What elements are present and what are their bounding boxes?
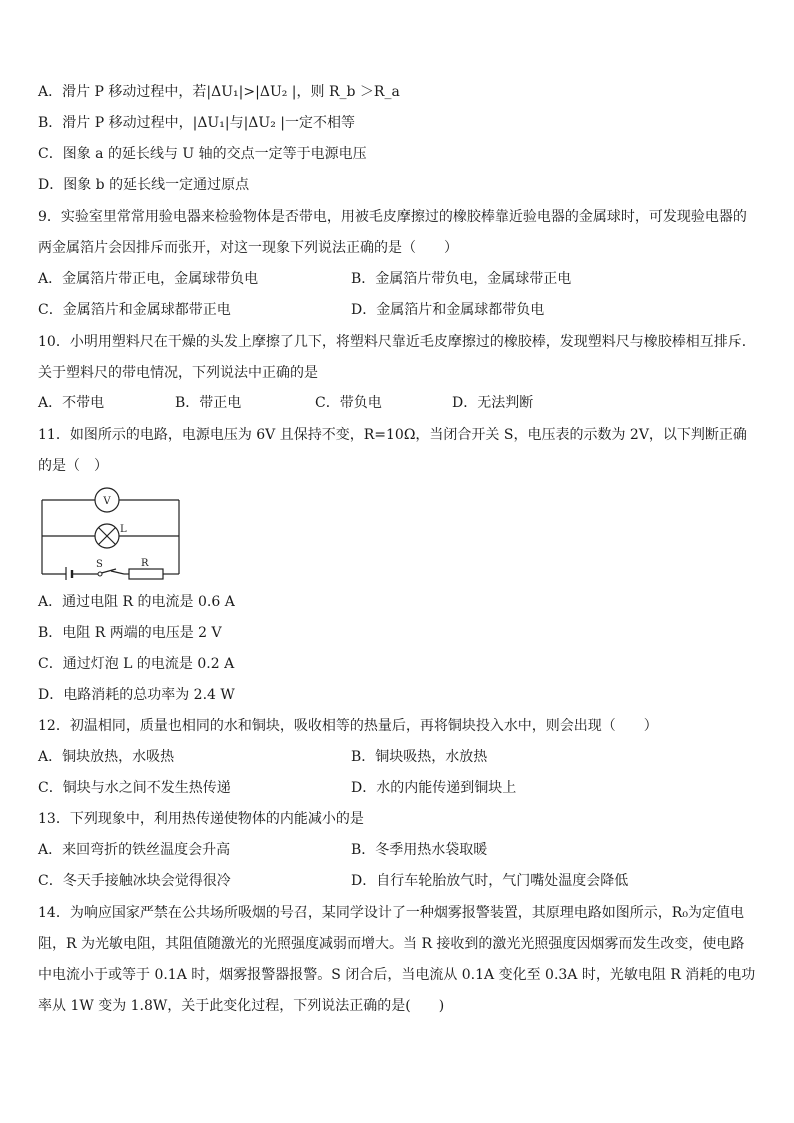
battery-symbol [66,567,72,580]
q9-stem: 9．实验室里常常用验电器来检验物体是否带电，用被毛皮摩擦过的橡胶棒靠近验电器的金属球时，可发现验电器的两金属箔片会因排斥而张开，对这一现象下列说法正确的是（ ） [38,209,747,256]
q12-options-row-2 [38,778,517,798]
q12-option-d: D．水的内能传递到铜块上 [351,780,517,796]
lamp-symbol [95,524,119,548]
voltmeter-label: V [103,496,111,507]
q13-option-c: C．冬天手接触冰块会觉得很冷 [38,873,231,889]
q9-option-b: B．金属箔片带负电，金属球带正电 [351,271,572,287]
q8-option-c: C．图象 a 的延长线与 U 轴的交点一定等于电源电压 [38,146,367,162]
q9-options-row-1 [38,269,572,289]
q11-stem: 11．如图所示的电路，电源电压为 6V 且保持不变，R=10Ω，当闭合开关 S，电压表的示数为 2V，以下判断正确的是（ ） [38,427,747,474]
switch-symbol [98,569,116,576]
q9-options-row-2 [38,300,545,320]
q13-stem: 13．下列现象中，利用热传递使物体的内能减小的是 [38,811,364,827]
q13-options-row-2 [38,871,629,891]
q9-option-d: D．金属箔片和金属球都带负电 [351,302,545,318]
q12-stem: 12．初温相同，质量也相同的水和铜块，吸收相等的热量后，再将铜块投入水中，则会出现（ ） [38,718,658,734]
q13-option-a: A．来回弯折的铁丝温度会升高 [38,842,231,858]
q13-option-d: D．自行车轮胎放气时，气门嘴处温度会降低 [351,873,629,889]
q12-option-a: A．铜块放热，水吸热 [38,749,175,765]
q11-option-a: A．通过电阻 R 的电流是 0.6 A [38,594,235,610]
lamp-label: L [120,524,127,535]
q10-option-b: B．带正电 [175,395,242,411]
resistor-label: R [141,558,149,569]
switch-label: S [96,559,103,570]
q9-option-c: C．金属箔片和金属球都带正电 [38,302,231,318]
q8-option-b: B．滑片 P 移动过程中，|ΔU₁|与|ΔU₂ |一定不相等 [38,115,355,131]
q10-stem: 10．小明用塑料尺在干燥的头发上摩擦了几下，将塑料尺靠近毛皮摩擦过的橡胶棒，发现塑料尺与橡胶棒相互排斥．关于塑料尺的带电情况，下列说法中正确的是 [38,334,756,381]
q14-stem: 14．为响应国家严禁在公共场所吸烟的号召，某同学设计了一种烟雾报警装置，其原理电路如图所示，R₀为定值电阻，R 为光敏电阻，其阻值随激光的光照强度减弱而增大。当 R 接收到的激光光照强度因烟雾而发生改变，使电路中电流小于或等于 0.1A 时，烟雾报警器报警。S 闭合后，当电流从 0.1A 变化至 0.3A 时，光敏电阻 R 消耗的电功率从 1W 变为 1.8W，关于此变化过程，下列说法正确的是( ) [38,905,756,1014]
q10-option-d: D．无法判断 [452,395,534,411]
q12-options-row-1 [38,747,488,767]
q12-option-b: B．铜块吸热，水放热 [351,749,488,765]
q11-option-c: C．通过灯泡 L 的电流是 0.2 A [38,656,235,672]
q10-option-c: C．带负电 [315,395,382,411]
q9-option-a: A．金属箔片带正电，金属球带负电 [38,271,259,287]
q10-option-a: A．不带电 [38,395,105,411]
q12-option-c: C．铜块与水之间不发生热传递 [38,780,231,796]
q11-option-b: B．电阻 R 两端的电压是 2 V [38,625,222,641]
q11-circuit-diagram [36,486,186,580]
q13-options-row-1 [38,840,488,860]
resistor-symbol [129,569,163,579]
q11-option-d: D．电路消耗的总功率为 2.4 W [38,687,235,703]
q8-option-a: A．滑片 P 移动过程中，若|ΔU₁|>|ΔU₂ |，则 R_b ＞R_a [38,84,400,100]
q13-option-b: B．冬季用热水袋取暖 [351,842,488,858]
q8-option-d: D．图象 b 的延长线一定通过原点 [38,177,250,193]
